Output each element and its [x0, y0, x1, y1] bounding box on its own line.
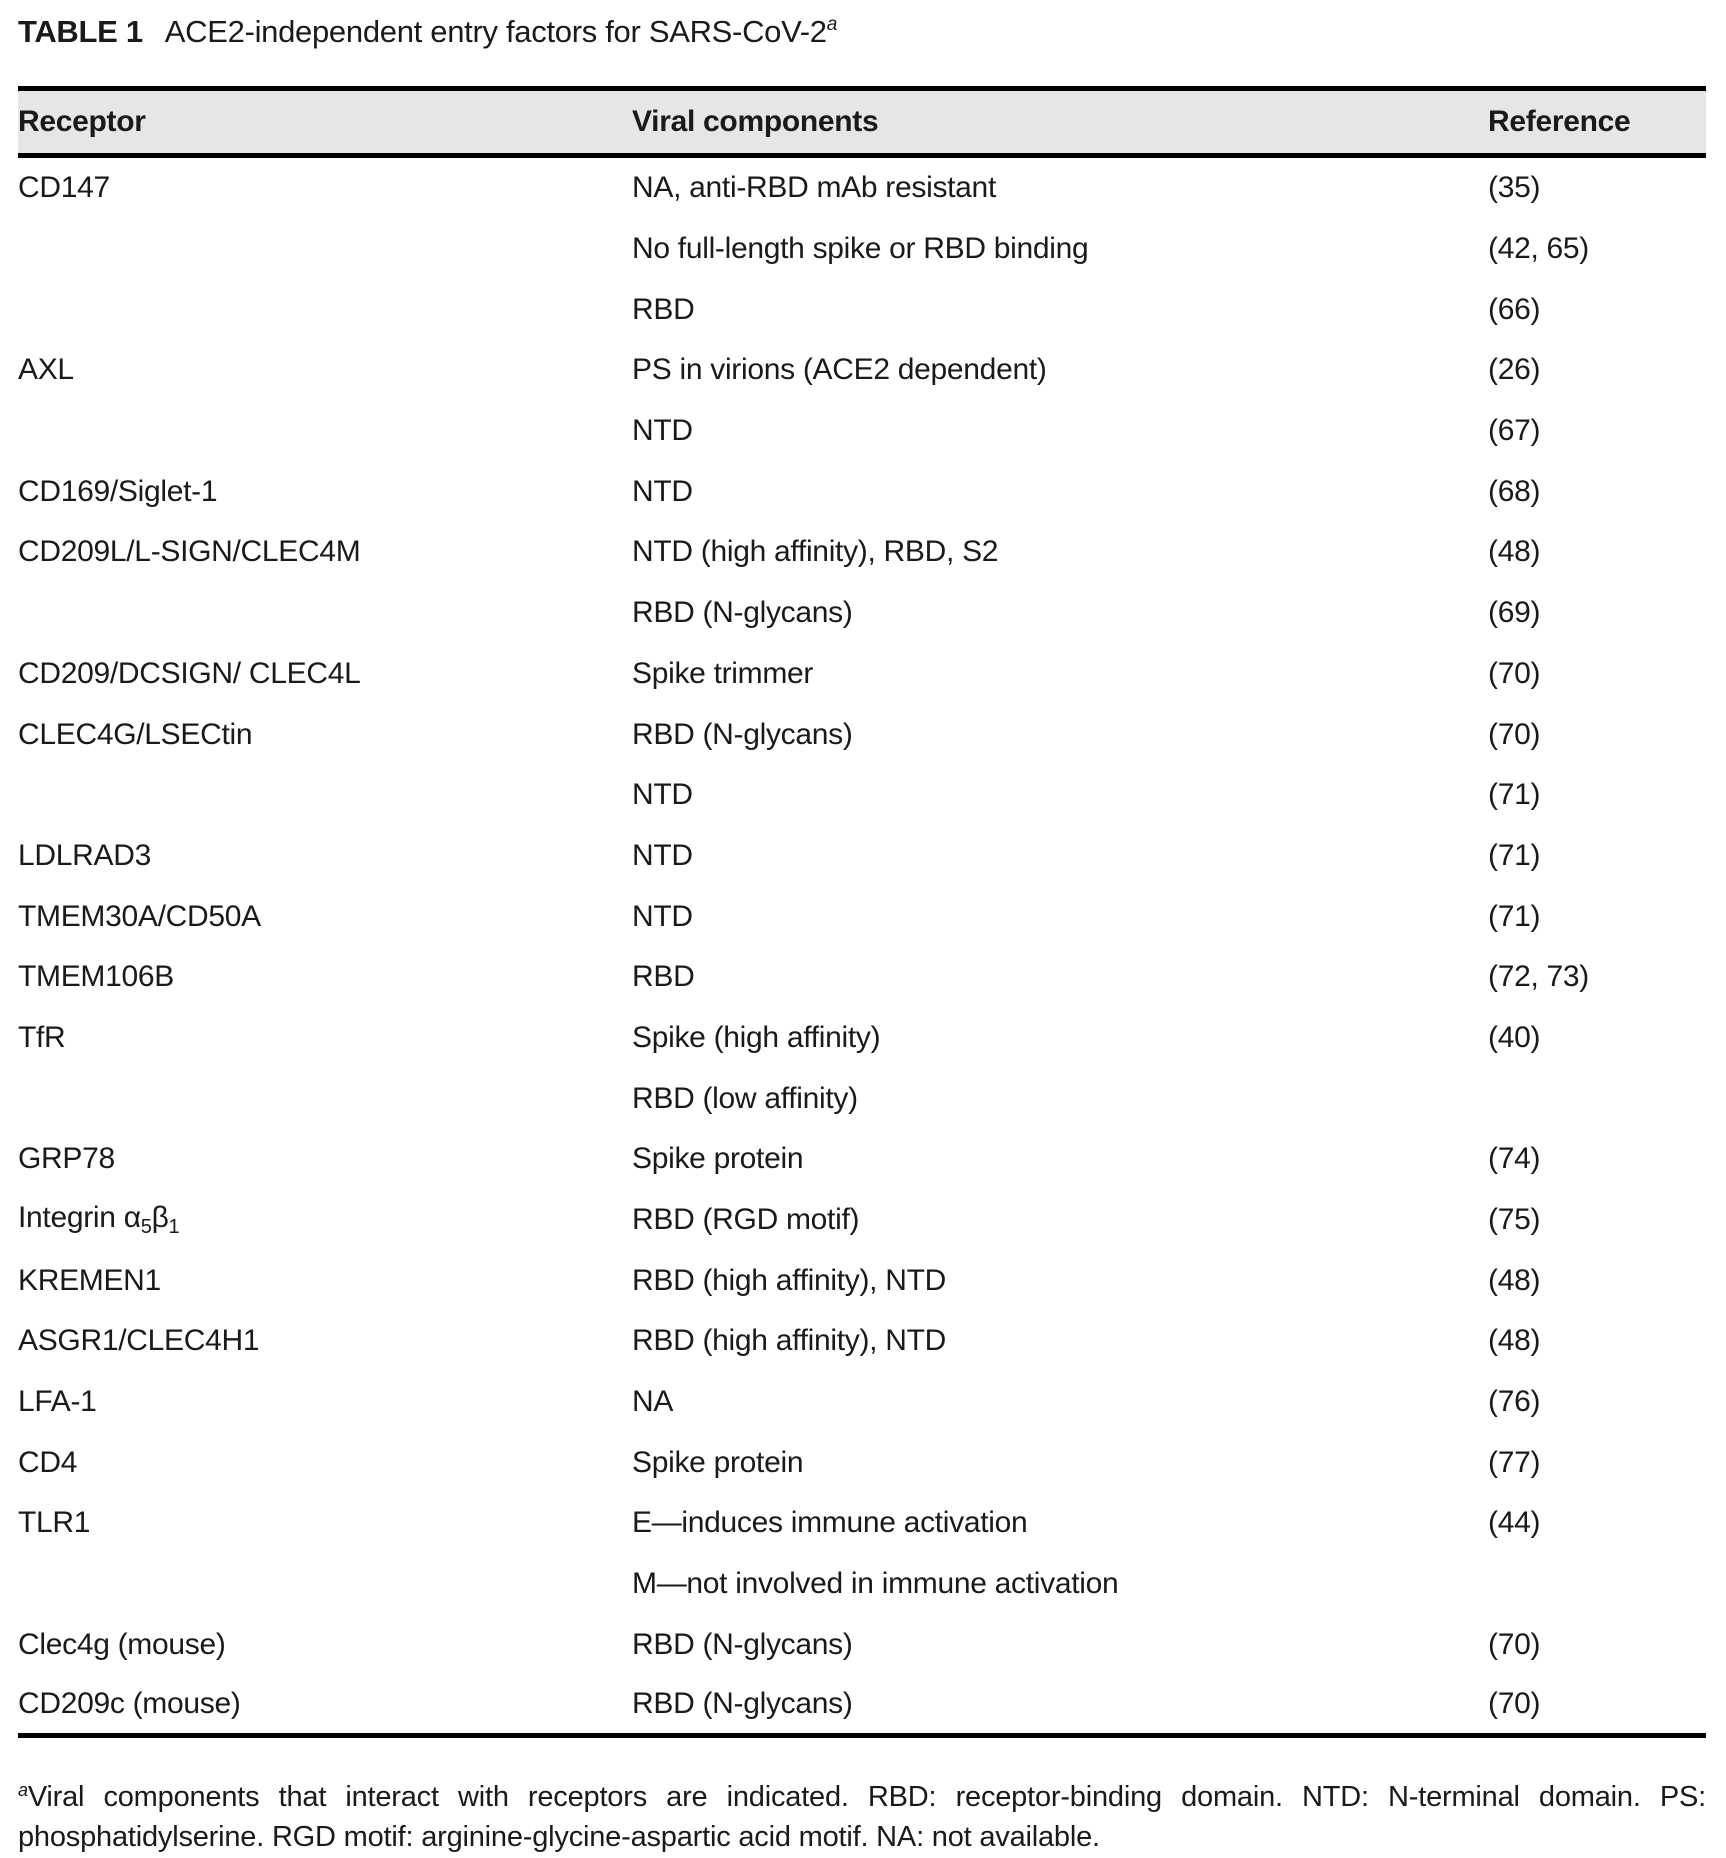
table-row: [18, 401, 1706, 462]
cell-viral-component: Spike protein: [632, 1445, 804, 1479]
cell-reference: (69): [1488, 596, 1541, 630]
cell-reference: (40): [1488, 1020, 1541, 1054]
cell-reference: (71): [1488, 838, 1541, 872]
cell-viral-component: Spike trimmer: [632, 656, 814, 690]
table-body: [18, 156, 1706, 1736]
cell-viral-component: Spike (high affinity): [632, 1020, 881, 1054]
table-row: [18, 461, 1706, 522]
cell-viral-component: NTD: [632, 474, 693, 508]
receptor-text: CD169/Siglet-1: [18, 474, 218, 508]
table-row: [18, 1250, 1706, 1311]
table-row: [18, 1615, 1706, 1676]
table-row: [18, 765, 1706, 826]
table-row: [18, 1675, 1706, 1736]
cell-reference: (48): [1488, 1324, 1541, 1358]
cell-viral-component: RBD (N-glycans): [632, 1675, 1488, 1736]
cell-viral-component: Spike protein: [632, 1142, 804, 1176]
table-row: [18, 583, 1706, 644]
cell-receptor: [18, 826, 632, 887]
cell-viral-component: NTD: [632, 778, 693, 812]
receptor-text: Integrin α: [18, 1201, 141, 1235]
cell-receptor: [18, 947, 632, 1008]
table-row: [18, 947, 1706, 1008]
cell-viral-component: RBD (N-glycans): [632, 1627, 853, 1661]
cell-receptor: [18, 583, 632, 644]
receptor-subscript: 5: [140, 1216, 152, 1239]
entry-factors-table: [18, 86, 1706, 1738]
cell-receptor: [18, 1372, 632, 1433]
cell-receptor: [18, 401, 632, 462]
cell-receptor: [18, 644, 632, 705]
receptor-text: TLR1: [18, 1506, 91, 1540]
cell-viral-component: RBD (N-glycans): [632, 596, 853, 630]
cell-viral-component: NA, anti-RBD mAb resistant: [632, 171, 996, 205]
cell-reference: [1488, 1554, 1706, 1615]
table-row: [18, 1129, 1706, 1190]
cell-reference: (35): [1488, 171, 1541, 205]
cell-viral-component: RBD (high affinity), NTD: [632, 1324, 946, 1358]
table-footnote: [18, 1770, 1706, 1857]
cell-viral-component: NTD: [632, 899, 693, 933]
cell-receptor: [18, 765, 632, 826]
cell-reference: (74): [1488, 1142, 1541, 1176]
cell-viral-component: NTD: [632, 838, 693, 872]
cell-viral-component: RBD (high affinity), NTD: [632, 1263, 946, 1297]
receptor-text: LDLRAD3: [18, 838, 151, 872]
cell-reference: (70): [1488, 717, 1541, 751]
receptor-text: KREMEN1: [18, 1263, 161, 1297]
receptor-text: CD4: [18, 1445, 78, 1479]
table-row: [18, 156, 1706, 219]
table-row: [18, 1190, 1706, 1251]
cell-receptor: [18, 1311, 632, 1372]
receptor-text: TfR: [18, 1020, 66, 1054]
cell-reference: (75): [1488, 1203, 1541, 1237]
cell-reference: [1488, 1068, 1706, 1129]
cell-viral-component: NTD (high affinity), RBD, S2: [632, 535, 999, 569]
receptor-text: CD147: [18, 171, 110, 205]
table-row: [18, 219, 1706, 280]
cell-reference: (68): [1488, 474, 1541, 508]
cell-reference: (66): [1488, 292, 1541, 326]
cell-viral-component: E—induces immune activation: [632, 1506, 1028, 1540]
footnote-text: Viral components that interact with receptors are indicated. RBD: receptor-binding domain. NTD: N-terminal domain. PS: phosphatidylserine. RGD motif: arginine-glycine-aspartic acid motif. NA: not available.: [18, 1781, 1706, 1853]
cell-receptor: [18, 1250, 632, 1311]
receptor-text: β: [151, 1201, 169, 1235]
receptor-text: LFA-1: [18, 1385, 97, 1419]
cell-receptor: [18, 1432, 632, 1493]
footnote-marker: a: [18, 1780, 28, 1800]
header-reference: Reference: [1488, 89, 1706, 156]
table-row: [18, 1008, 1706, 1069]
cell-reference: (71): [1488, 778, 1541, 812]
table-row: [18, 522, 1706, 583]
receptor-text: TMEM30A/CD50A: [18, 899, 261, 933]
table-header: [18, 89, 1706, 156]
cell-receptor: [18, 1129, 632, 1190]
header-row: [18, 89, 1706, 156]
cell-receptor: [18, 1493, 632, 1554]
cell-viral-component: RBD: [632, 960, 695, 994]
cell-reference: (70): [1488, 1627, 1541, 1661]
receptor-text: CD209L/L-SIGN/CLEC4M: [18, 535, 361, 569]
cell-viral-component: PS in virions (ACE2 dependent): [632, 353, 1047, 387]
cell-reference: (44): [1488, 1506, 1541, 1540]
cell-receptor: [18, 1615, 632, 1676]
receptor-text: CD209c (mouse): [18, 1687, 241, 1721]
cell-reference: (77): [1488, 1445, 1541, 1479]
table-row: [18, 1493, 1706, 1554]
cell-receptor: [18, 461, 632, 522]
cell-reference: (48): [1488, 535, 1541, 569]
receptor-text: CD209/DCSIGN/ CLEC4L: [18, 656, 361, 690]
table-row: [18, 1311, 1706, 1372]
cell-reference: (48): [1488, 1263, 1541, 1297]
cell-receptor: [18, 219, 632, 280]
cell-receptor: [18, 279, 632, 340]
table-row: [18, 340, 1706, 401]
table-title: [18, 14, 837, 50]
table-row: [18, 704, 1706, 765]
cell-viral-component: RBD (low affinity): [632, 1081, 858, 1115]
cell-reference: (70): [1488, 1675, 1706, 1736]
cell-viral-component: NA: [632, 1385, 674, 1419]
footnote-marker: a: [826, 14, 838, 35]
cell-viral-component: NTD: [632, 414, 693, 448]
table-row: [18, 1372, 1706, 1433]
cell-viral-component: RBD: [632, 292, 695, 326]
table-row: [18, 1068, 1706, 1129]
table-row: [18, 886, 1706, 947]
receptor-text: TMEM106B: [18, 960, 174, 994]
cell-viral-component: M—not involved in immune activation: [632, 1567, 1119, 1601]
cell-reference: (72, 73): [1488, 960, 1589, 994]
header-receptor: Receptor: [18, 89, 632, 156]
cell-receptor: [18, 886, 632, 947]
table-label: TABLE 1: [18, 14, 143, 49]
table-row: [18, 279, 1706, 340]
cell-receptor: [18, 156, 632, 219]
table-row: [18, 826, 1706, 887]
cell-reference: (76): [1488, 1385, 1541, 1419]
table-row: [18, 1554, 1706, 1615]
cell-viral-component: No full-length spike or RBD binding: [632, 232, 1089, 266]
cell-receptor: [18, 1675, 632, 1736]
header-viral-components: Viral components: [632, 89, 1488, 156]
table-caption: ACE2-independent entry factors for SARS-CoV-2: [164, 14, 827, 49]
table-row: [18, 1432, 1706, 1493]
cell-receptor: [18, 340, 632, 401]
cell-reference: (67): [1488, 414, 1541, 448]
cell-receptor: [18, 1008, 632, 1069]
cell-reference: (26): [1488, 353, 1541, 387]
table-row: [18, 644, 1706, 705]
cell-receptor: [18, 704, 632, 765]
receptor-text: AXL: [18, 353, 74, 387]
cell-reference: (71): [1488, 899, 1541, 933]
receptor-text: ASGR1/CLEC4H1: [18, 1324, 260, 1358]
cell-viral-component: RBD (RGD motif): [632, 1203, 860, 1237]
entry-factors-table-container: [18, 86, 1706, 1738]
cell-receptor: [18, 1554, 632, 1615]
receptor-text: Clec4g (mouse): [18, 1627, 226, 1661]
receptor-text: CLEC4G/LSECtin: [18, 717, 253, 751]
cell-receptor: [18, 1190, 632, 1251]
cell-viral-component: RBD (N-glycans): [632, 717, 853, 751]
receptor-text: GRP78: [18, 1142, 115, 1176]
cell-reference: (42, 65): [1488, 232, 1589, 266]
cell-receptor: [18, 1068, 632, 1129]
cell-receptor: [18, 522, 632, 583]
cell-reference: (70): [1488, 656, 1541, 690]
receptor-subscript: 1: [168, 1216, 180, 1239]
